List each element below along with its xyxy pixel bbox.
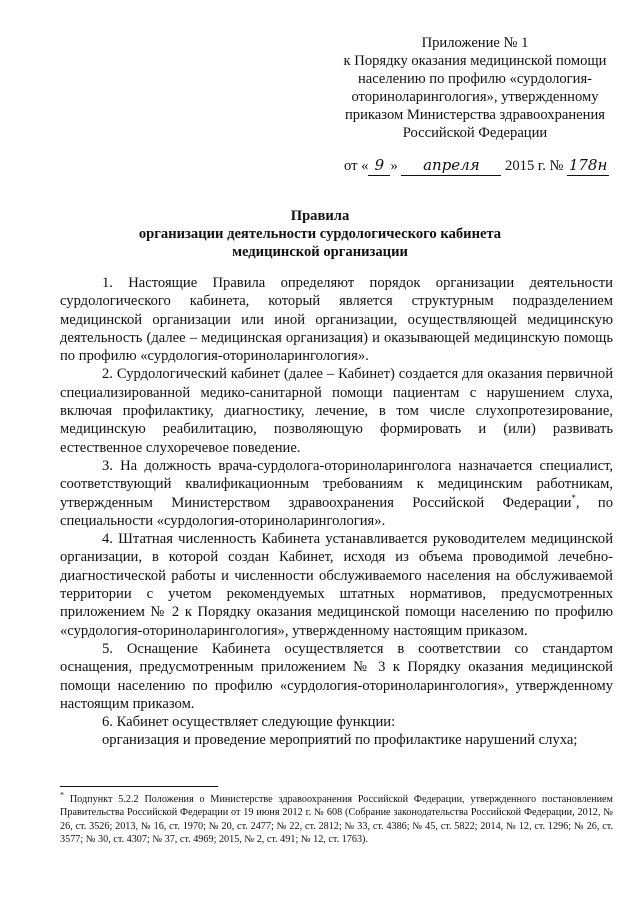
appendix-header [330,34,620,142]
paragraph-3-text: 3. На должность врача-сурдолога-оториноларинголога назначается специалист, соответствующий квалификационным требованиям к медицинским работникам, утвержденным Министерством здравоохранения Российской Федерации [60,457,613,511]
year-text: 2015 г. № [505,158,564,174]
paragraph-3-text-end: , по специальности «сурдология-оториноларингология». [60,494,614,529]
paragraph-6-item-1: организация и проведение мероприятий по профилактике нарушений слуха; [102,732,578,749]
order-date-line [344,155,634,176]
appendix-line: населению по профилю «сурдология- [357,71,593,87]
paragraph-4: 4. Штатная численность Кабинета устанавливается руководителем медицинской организации, в которой создан Кабинет, исходя из объема проводимой лечебно-диагностической работы и численности обслуживаемого населения на обслуживаемой территории с учетом рекомендуемых штатных нормативов, предусмотренных приложением № 2 к Порядку оказания медицинской помощи населению по профилю «сурдология-оториноларингология», утвержденному настоящим приказом. [60,531,613,639]
document-title [60,207,580,261]
title-line-2: организации деятельности сурдологического кабинета [138,226,502,242]
paragraph-2: 2. Сурдологический кабинет (далее – Кабинет) создается для оказания первичной специализированной медико-санитарной помощи пациентам с нарушением слуха, включая профилактику, диагностику, лечение, в том числе слухопротезирование, медицинскую реабилитацию, позволяющую формировать и (или) развивать естественное слухоречевое поведение. [60,366,613,456]
appendix-line: оториноларингология», утвержденному [351,89,599,105]
paragraph-3 [60,457,613,530]
appendix-line: Приложение № 1 [421,35,529,51]
paragraph-6: 6. Кабинет осуществляет следующие функции: [102,714,396,731]
appendix-line: Российской Федерации [402,125,548,141]
date-prefix: от « [344,158,369,174]
document-body [60,274,613,750]
appendix-line: к Порядку оказания медицинской помощи [343,53,607,69]
paragraph-5: 5. Оснащение Кабинета осуществляется в соответствии со стандартом оснащения, предусмотренным приложением № 3 к Порядку оказания медицинской помощи населению по профилю «сурдология-оториноларингология», утвержденному настоящим приказом. [60,640,613,712]
footnote [60,790,614,846]
handwritten-day: 9 [368,155,390,176]
date-mid: » [390,158,398,174]
footnote-divider [60,786,218,787]
footnote-text: Подпункт 5.2.2 Положения о Министерстве здравоохранения Российской Федерации, утвержденного постановлением Правительства Российской Федерации от 19 июня 2012 г. № 608 (Собрание законодательства Российской Федерации, 2012, № 26, ст. 3526; 2013, № 16, ст. 1970; № 20, ст. 2477; № 22, ст. 2812; № 33, ст. 4386; № 45, ст. 5822; 2014, № 12, ст. 1296; № 26, ст. 3577; № 30, ст. 4307; № 37, ст. 4969; 2015, № 2, ст. 491; № 12, ст. 1763). [60,794,614,845]
footnote-reference: * [571,492,576,503]
title-line-3: медицинской организации [232,244,408,260]
handwritten-month: апреля [401,155,501,176]
paragraph-1: 1. Настоящие Правила определяют порядок организации деятельности сурдологического кабинета, который является структурным подразделением медицинской организации или иной организации, осуществляющей медицинскую деятельность (далее – медицинская организация) и оказывающей медицинскую помощь по профилю «сурдология-оториноларингология». [60,275,613,365]
title-line-1: Правила [290,208,350,224]
footnote-marker: * [60,790,64,800]
handwritten-number: 178н [568,156,608,174]
appendix-line: приказом Министерства здравоохранения [345,107,605,123]
